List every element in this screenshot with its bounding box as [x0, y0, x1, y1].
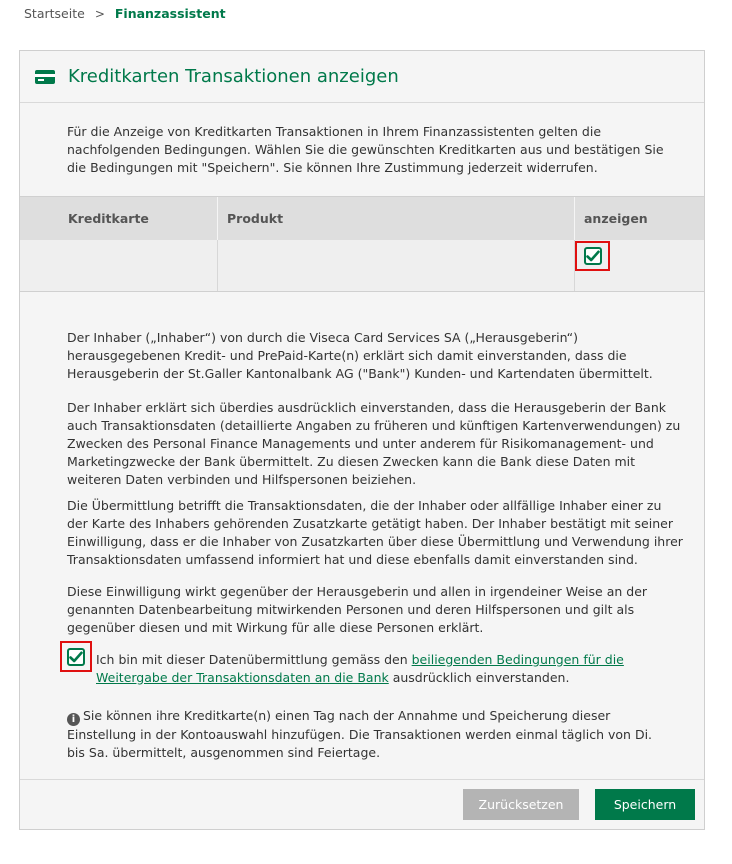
checkmark-icon	[586, 250, 600, 262]
column-header-kreditkarte: Kreditkarte	[68, 211, 149, 226]
info-icon: i	[67, 713, 80, 726]
consent-text	[96, 651, 656, 687]
panel-title: Kreditkarten Transaktionen anzeigen	[68, 66, 399, 87]
panel-header	[20, 51, 704, 103]
table-row	[20, 240, 704, 292]
credit-card-icon	[34, 69, 56, 85]
intro-text: Für die Anzeige von Kreditkarten Transaktionen in Ihrem Finanzassistenten gelten die nachfolgenden Bedingungen. Wählen Sie die gewünschten Kreditkarten aus und bestätigen Sie die Bedingungen mit "Speichern". Sie können Ihre Zustimmung jederzeit widerrufen.	[67, 124, 664, 175]
breadcrumb-current: Finanzassistent	[114, 6, 226, 21]
credit-card-table	[20, 196, 704, 292]
column-header-anzeigen: anzeigen	[574, 197, 704, 240]
breadcrumb	[24, 6, 226, 21]
cell-produkt	[217, 240, 574, 291]
legal-paragraph-2: Der Inhaber erklärt sich überdies ausdrücklich einverstanden, dass die Herausgeberin der Bank auch Transaktionsdaten (detaillierte Angaben zu früheren und künftigen Kartenverwendungen) zu Zwecken des Personal Finance Managements und unter anderem für Risikomanagement- und Marketingzwecke der Bank übermittelt. Zu diesen Zwecken kann die Bank diese Daten mit weiteren Daten verbinden und Hilfspersonen beiziehen.	[67, 400, 681, 487]
footer-divider	[20, 779, 704, 780]
consent-text-before: Ich bin mit dieser Datenübermittlung gemäss den	[96, 652, 412, 667]
legal-paragraph-3: Die Übermittlung betrifft die Transaktionsdaten, die der Inhaber oder allfällige Inhaber einer zu der Karte des Inhabers gehörenden Zusatzkarte getätigt haben. Der Inhaber bestätigt mit seiner Einwilligung, dass er die Inhaber von Zusatzkarten über diese Übermittlung und Verwendung ihrer Transaktionsdaten umfassend informiert hat und diese ebenfalls damit einverstanden sind.	[67, 498, 683, 567]
legal-paragraph-4: Diese Einwilligung wirkt gegenüber der Herausgeberin und allen in irgendeiner Weise an der genannten Datenbearbeitung mitwirkenden Personen und deren Hilfspersonen und gilt als gegenüber diesen und mit Wirkung für alle diese Personen erklärt.	[67, 584, 648, 635]
info-text: Sie können ihre Kreditkarte(n) einen Tag nach der Annahme und Speicherung dieser Einstellung in der Kontoauswahl hinzufügen. Die Transaktionen werden einmal täglich von Di. bis Sa. übermittelt, ausgenommen sind Feiertage.	[67, 708, 653, 760]
show-card-checkbox[interactable]	[584, 247, 602, 265]
legal-paragraph-1: Der Inhaber („Inhaber“) von durch die Viseca Card Services SA („Herausgeberin“) herausgegebenen Kredit- und PrePaid-Karte(n) erklärt sich damit einverstanden, dass die Herausgeberin der St.Galler Kantonalbank AG ("Bank") Kunden- und Kartendaten übermittelt.	[67, 330, 653, 381]
consent-checkbox[interactable]	[67, 648, 85, 666]
column-header-produkt: Produkt	[217, 197, 574, 240]
consent-text-after: ausdrücklich einverstanden.	[388, 670, 570, 685]
reset-button[interactable]: Zurücksetzen	[463, 789, 579, 820]
save-button[interactable]: Speichern	[595, 789, 695, 820]
info-note	[67, 707, 667, 762]
highlight-frame	[575, 241, 610, 271]
breadcrumb-separator: >	[94, 6, 105, 21]
credit-card-panel	[19, 50, 705, 830]
conditions-link[interactable]: beiliegenden Bedingungen für die Weitergabe der Transaktionsdaten an die Bank	[96, 652, 624, 685]
highlight-frame	[60, 641, 92, 672]
breadcrumb-home-link[interactable]: Startseite	[24, 6, 85, 21]
cell-anzeigen	[574, 240, 704, 291]
checkmark-icon	[69, 651, 83, 663]
cell-kreditkarte	[20, 240, 217, 291]
table-header	[20, 197, 704, 240]
